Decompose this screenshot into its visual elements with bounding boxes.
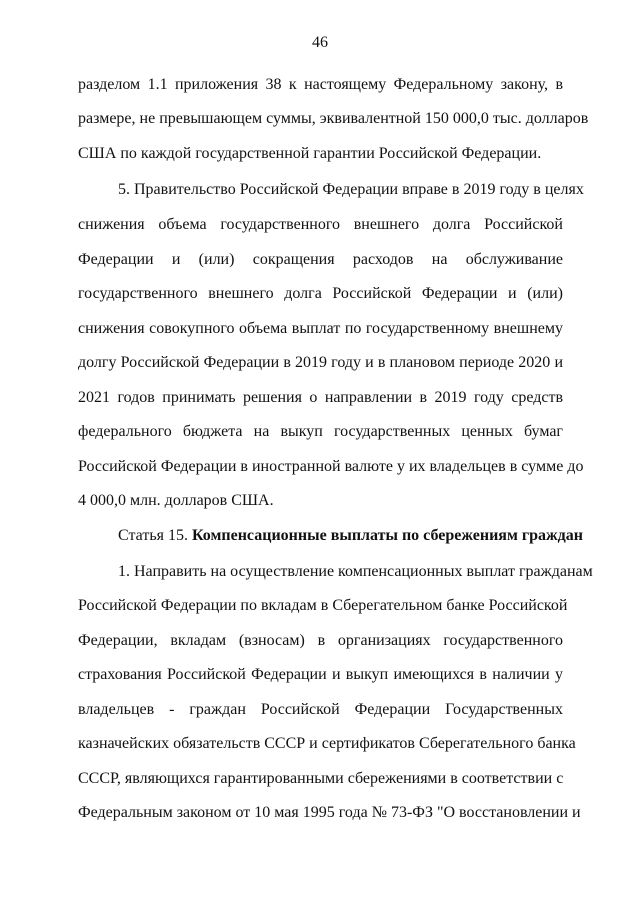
text-line: владельцев - граждан Российской Федерации Государственных — [78, 701, 563, 718]
text-line: Российской Федерации в иностранной валюте у их владельцев в сумме до — [78, 458, 584, 475]
text-line: 2021 годов принимать решения о направлении в 2019 году средств — [78, 389, 563, 406]
text-line: разделом 1.1 приложения 38 к настоящему Федеральному закону, в — [78, 76, 563, 93]
text-line: Федерации и (или) сокращения расходов на обслуживание — [78, 251, 563, 268]
text-line: долгу Российской Федерации в 2019 году и в плановом периоде 2020 и — [78, 354, 563, 371]
text-line: США по каждой государственной гарантии Российской Федерации. — [78, 145, 542, 162]
text-line: 4 000,0 млн. долларов США. — [78, 492, 274, 509]
text-line: СССР, являющихся гарантированными сбережениями в соответствии с — [78, 770, 564, 787]
text-line: размере, не превышающем суммы, эквивалентной 150 000,0 тыс. долларов — [78, 110, 589, 127]
article-number: Статья 15. — [118, 527, 188, 544]
text-line: Федерации, вкладам (взносам) в организациях государственного — [78, 632, 563, 649]
article-title: Компенсационные выплаты по сбережениям граждан — [191, 527, 583, 544]
text-line: федерального бюджета на выкуп государственных ценных бумаг — [78, 423, 563, 440]
page-number: 46 — [312, 34, 328, 51]
text-line: снижения совокупного объема выплат по государственному внешнему — [78, 320, 563, 337]
paragraph-first-line: 5. Правительство Российской Федерации вправе в 2019 году в целях — [118, 181, 584, 198]
text-line: Российской Федерации по вкладам в Сберегательном банке Российской — [78, 597, 568, 614]
text-line: государственного внешнего долга Российской Федерации и (или) — [78, 285, 563, 302]
text-line: казначейских обязательств СССР и сертификатов Сберегательного банка — [78, 735, 576, 752]
text-line: снижения объема государственного внешнего долга Российской — [78, 216, 563, 233]
text-line: Федеральным законом от 10 мая 1995 года № 73-ФЗ "О восстановлении и — [78, 804, 581, 821]
paragraph-first-line: 1. Направить на осуществление компенсационных выплат гражданам — [118, 563, 593, 580]
article-heading — [118, 526, 583, 546]
text-line: страхования Российской Федерации и выкуп имеющихся в наличии у — [78, 666, 563, 683]
